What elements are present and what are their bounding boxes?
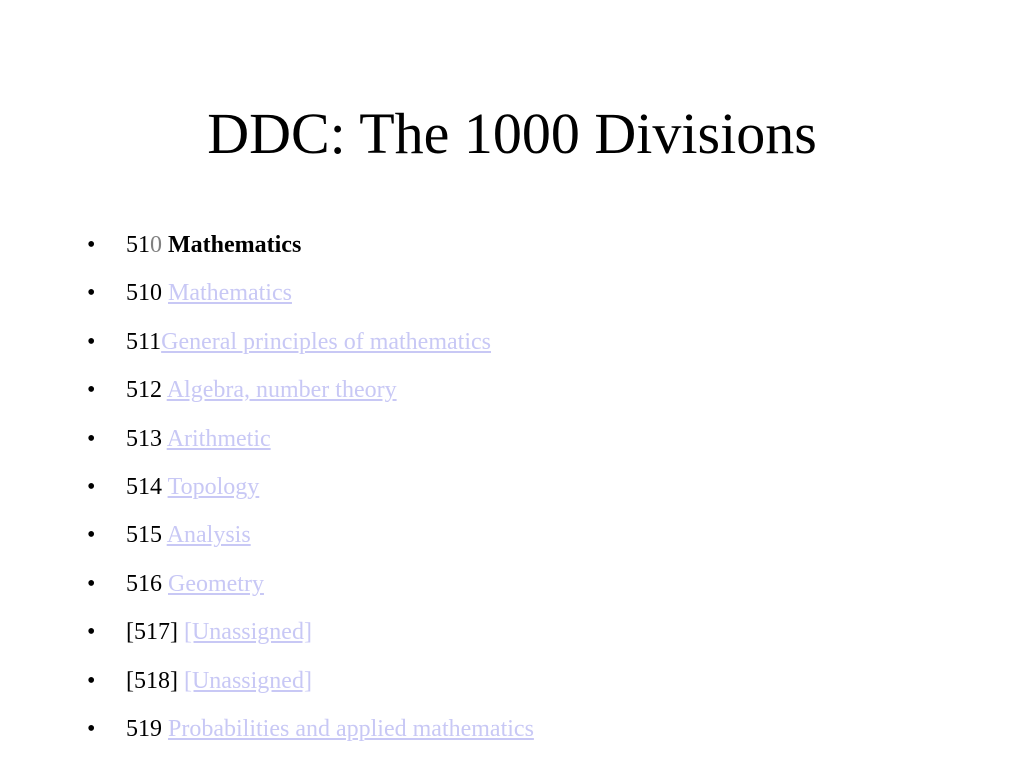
division-link[interactable]: Mathematics bbox=[168, 280, 292, 307]
division-heading: Mathematics bbox=[168, 232, 302, 258]
division-code: 515 bbox=[126, 522, 162, 549]
division-link[interactable]: Topology bbox=[167, 473, 260, 500]
bullet-icon: • bbox=[87, 232, 96, 258]
item-text bbox=[126, 662, 312, 700]
bullet-icon: • bbox=[87, 619, 96, 646]
division-link[interactable]: [Unassigned] bbox=[183, 619, 312, 646]
bullet-icon: • bbox=[87, 280, 96, 307]
slide-title: DDC: The 1000 Divisions bbox=[207, 101, 817, 166]
division-link[interactable]: Algebra, number theory bbox=[166, 377, 397, 404]
division-code-grey-digit: 0 bbox=[150, 232, 162, 258]
division-code: 512 bbox=[126, 377, 162, 404]
division-code: 516 bbox=[126, 570, 162, 597]
bullet-icon: • bbox=[87, 667, 96, 694]
division-link[interactable]: Arithmetic bbox=[166, 425, 271, 452]
item-text bbox=[126, 516, 251, 554]
item-text bbox=[126, 613, 312, 651]
item-text bbox=[126, 468, 259, 506]
division-link[interactable]: Probabilities and applied mathematics bbox=[168, 715, 534, 742]
item-text bbox=[126, 420, 271, 458]
bullet-icon: • bbox=[87, 328, 96, 355]
division-code: [518] bbox=[126, 667, 178, 694]
division-link[interactable]: General principles of mathematics bbox=[161, 328, 491, 355]
bullet-icon: • bbox=[87, 377, 96, 404]
division-link[interactable]: [Unassigned] bbox=[183, 667, 312, 694]
division-link[interactable]: Analysis bbox=[166, 522, 251, 549]
item-text bbox=[126, 323, 491, 361]
division-code: 511 bbox=[126, 328, 162, 355]
bullet-icon: • bbox=[87, 715, 96, 742]
item-text bbox=[126, 274, 292, 312]
bullet-icon: • bbox=[87, 425, 96, 452]
bullet-icon: • bbox=[87, 570, 96, 597]
division-code: 519 bbox=[126, 715, 162, 742]
division-code: [517] bbox=[126, 619, 178, 646]
item-text bbox=[126, 226, 301, 264]
item-text bbox=[126, 371, 397, 409]
item-text bbox=[126, 565, 264, 603]
division-code: 513 bbox=[126, 425, 162, 452]
bullet-icon: • bbox=[87, 522, 96, 549]
item-text bbox=[126, 710, 534, 748]
division-link[interactable]: Geometry bbox=[168, 570, 264, 597]
division-code: 514 bbox=[126, 473, 162, 500]
division-code: 510 bbox=[126, 280, 162, 307]
division-code: 51 bbox=[126, 232, 150, 258]
bullet-icon: • bbox=[87, 473, 96, 500]
